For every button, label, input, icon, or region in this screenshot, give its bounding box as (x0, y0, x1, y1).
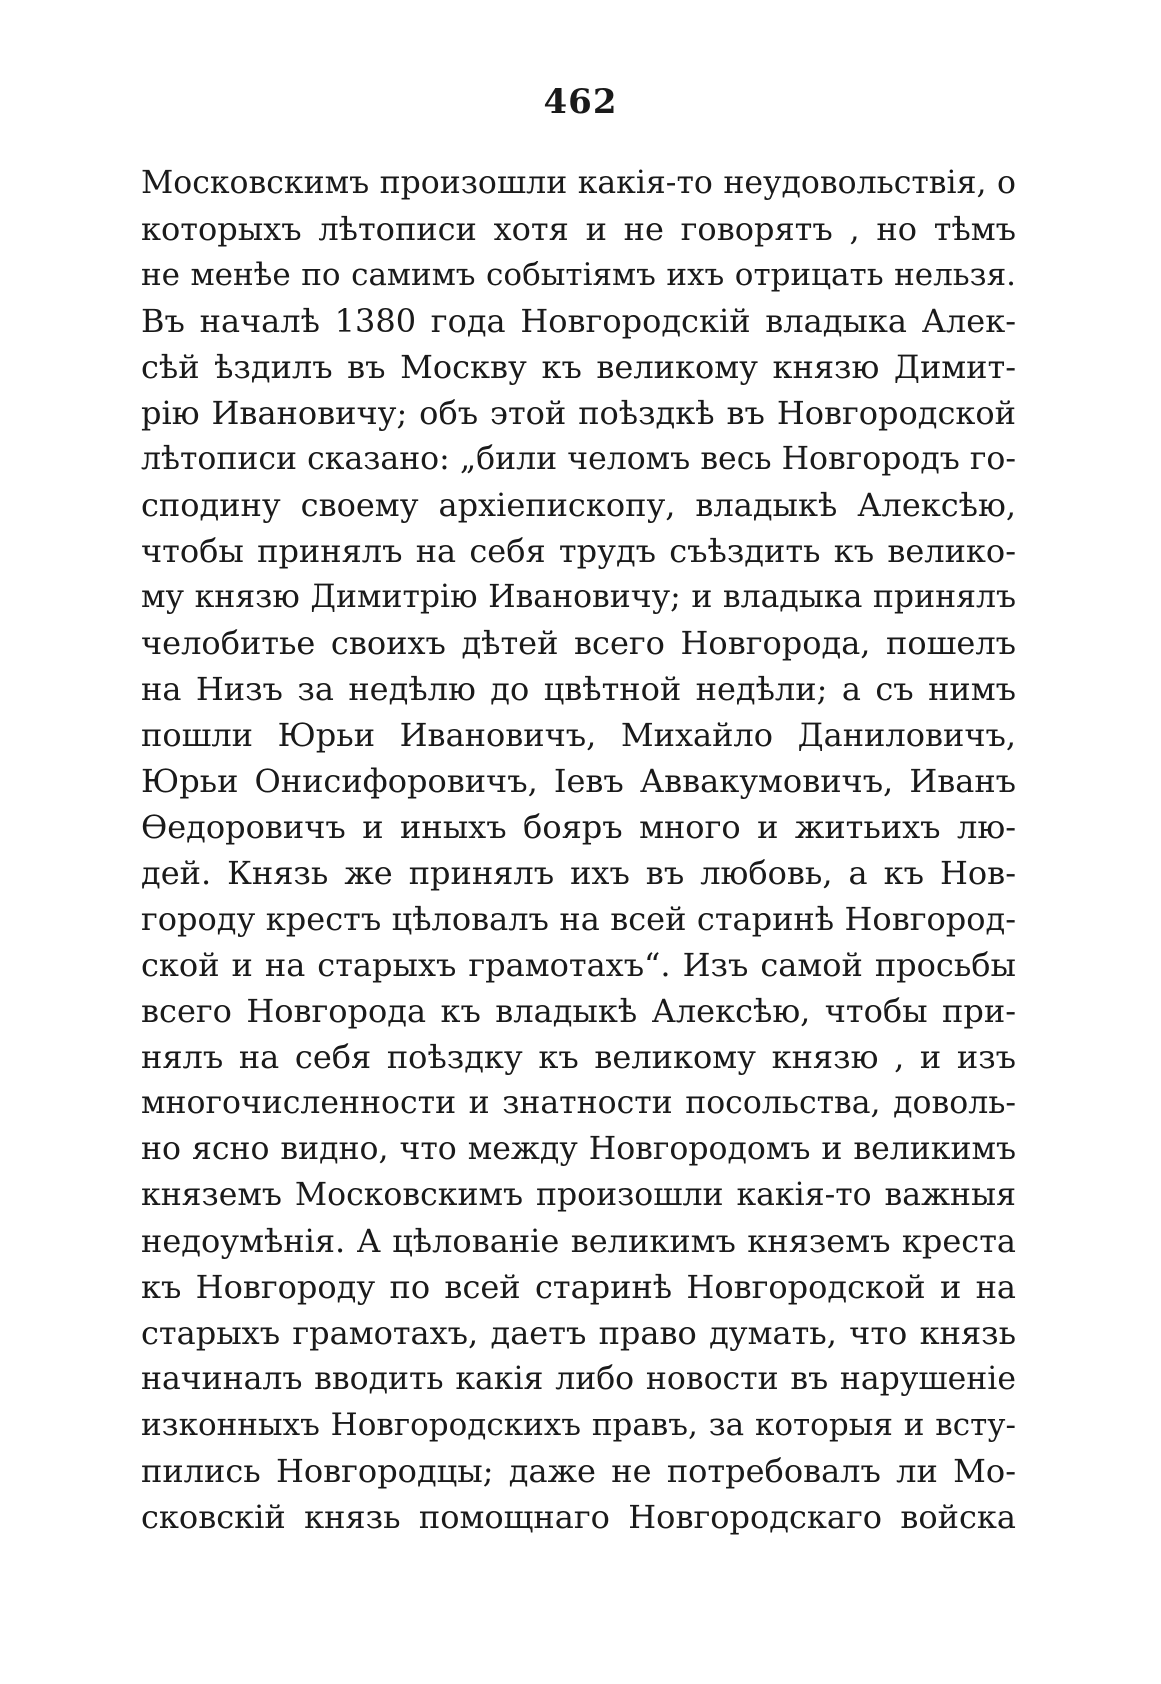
text-line: сѣй ѣздилъ въ Москву къ великому князю Димит- (141, 348, 1016, 386)
text-line: которыхъ лѣтописи хотя и не говорятъ , но тѣмъ (141, 210, 1016, 248)
text-line: сподину своему архіепископу, владыкѣ Алексѣю, (141, 486, 1016, 524)
text-line: Ѳедоровичъ и иныхъ бояръ много и житьихъ лю- (141, 808, 1016, 846)
text-line: чтобы принялъ на себя трудъ съѣздить къ велико- (141, 532, 1016, 570)
page-number: 462 (543, 82, 618, 122)
text-line: му князю Димитрію Ивановичу; и владыка принялъ (141, 579, 1016, 615)
text-line: Въ началѣ 1380 года Новгородскій владыка Алек- (141, 302, 1016, 340)
text-line: на Низъ за недѣлю до цвѣтной недѣли; а съ нимъ (141, 670, 1016, 708)
text-line: всего Новгорода къ владыкѣ Алексѣю, чтобы при- (141, 992, 1016, 1030)
text-line: многочисленности и знатности посольства, доволь- (141, 1085, 1016, 1121)
body-text (141, 160, 1016, 1540)
text-line: городу крестъ цѣловалъ на всей старинѣ Новгород- (141, 900, 1016, 938)
text-line: пошли Юрьи Ивановичъ, Михайло Даниловичъ, (141, 716, 1016, 754)
text-line: недоумѣнія. А цѣлованіе великимъ княземъ креста (141, 1222, 1016, 1260)
text-line: къ Новгороду по всей старинѣ Новгородской и на (141, 1268, 1016, 1306)
text-line: княземъ Московскимъ произошли какія-то важныя (141, 1177, 1016, 1213)
text-line: пились Новгородцы; даже не потребовалъ ли Мо- (141, 1452, 1016, 1490)
text-line: Юрьи Онисифоровичъ, Іевъ Аввакумовичъ, Иванъ (141, 762, 1016, 800)
text-line: рію Ивановичу; объ этой поѣздкѣ въ Новгородской (141, 394, 1016, 432)
text-line: но ясно видно, что между Новгородомъ и великимъ (141, 1131, 1016, 1167)
text-line: не менѣе по самимъ событіямъ ихъ отрицать нельзя. (141, 257, 1016, 293)
text-line: старыхъ грамотахъ, даетъ право думать, что князь (141, 1314, 1016, 1352)
text-line: начиналъ вводить какія либо новости въ нарушеніе (141, 1361, 1016, 1397)
text-line: челобитье своихъ дѣтей всего Новгорода, пошелъ (141, 624, 1016, 662)
text-line: дей. Князь же принялъ ихъ въ любовь, а къ Нов- (141, 854, 1016, 892)
text-line: лѣтописи сказано: „били челомъ весь Новгородъ го- (141, 441, 1016, 477)
text-line: изконныхъ Новгородскихъ правъ, за которыя и всту- (141, 1407, 1016, 1443)
text-line: ской и на старыхъ грамотахъ“. Изъ самой просьбы (141, 946, 1016, 984)
text-line: Московскимъ произошли какія-то неудовольствія, о (141, 165, 1016, 201)
text-line: сковскій князь помощнаго Новгородскаго войска (141, 1498, 1016, 1536)
text-line: нялъ на себя поѣздку къ великому князю , и изъ (141, 1038, 1016, 1076)
